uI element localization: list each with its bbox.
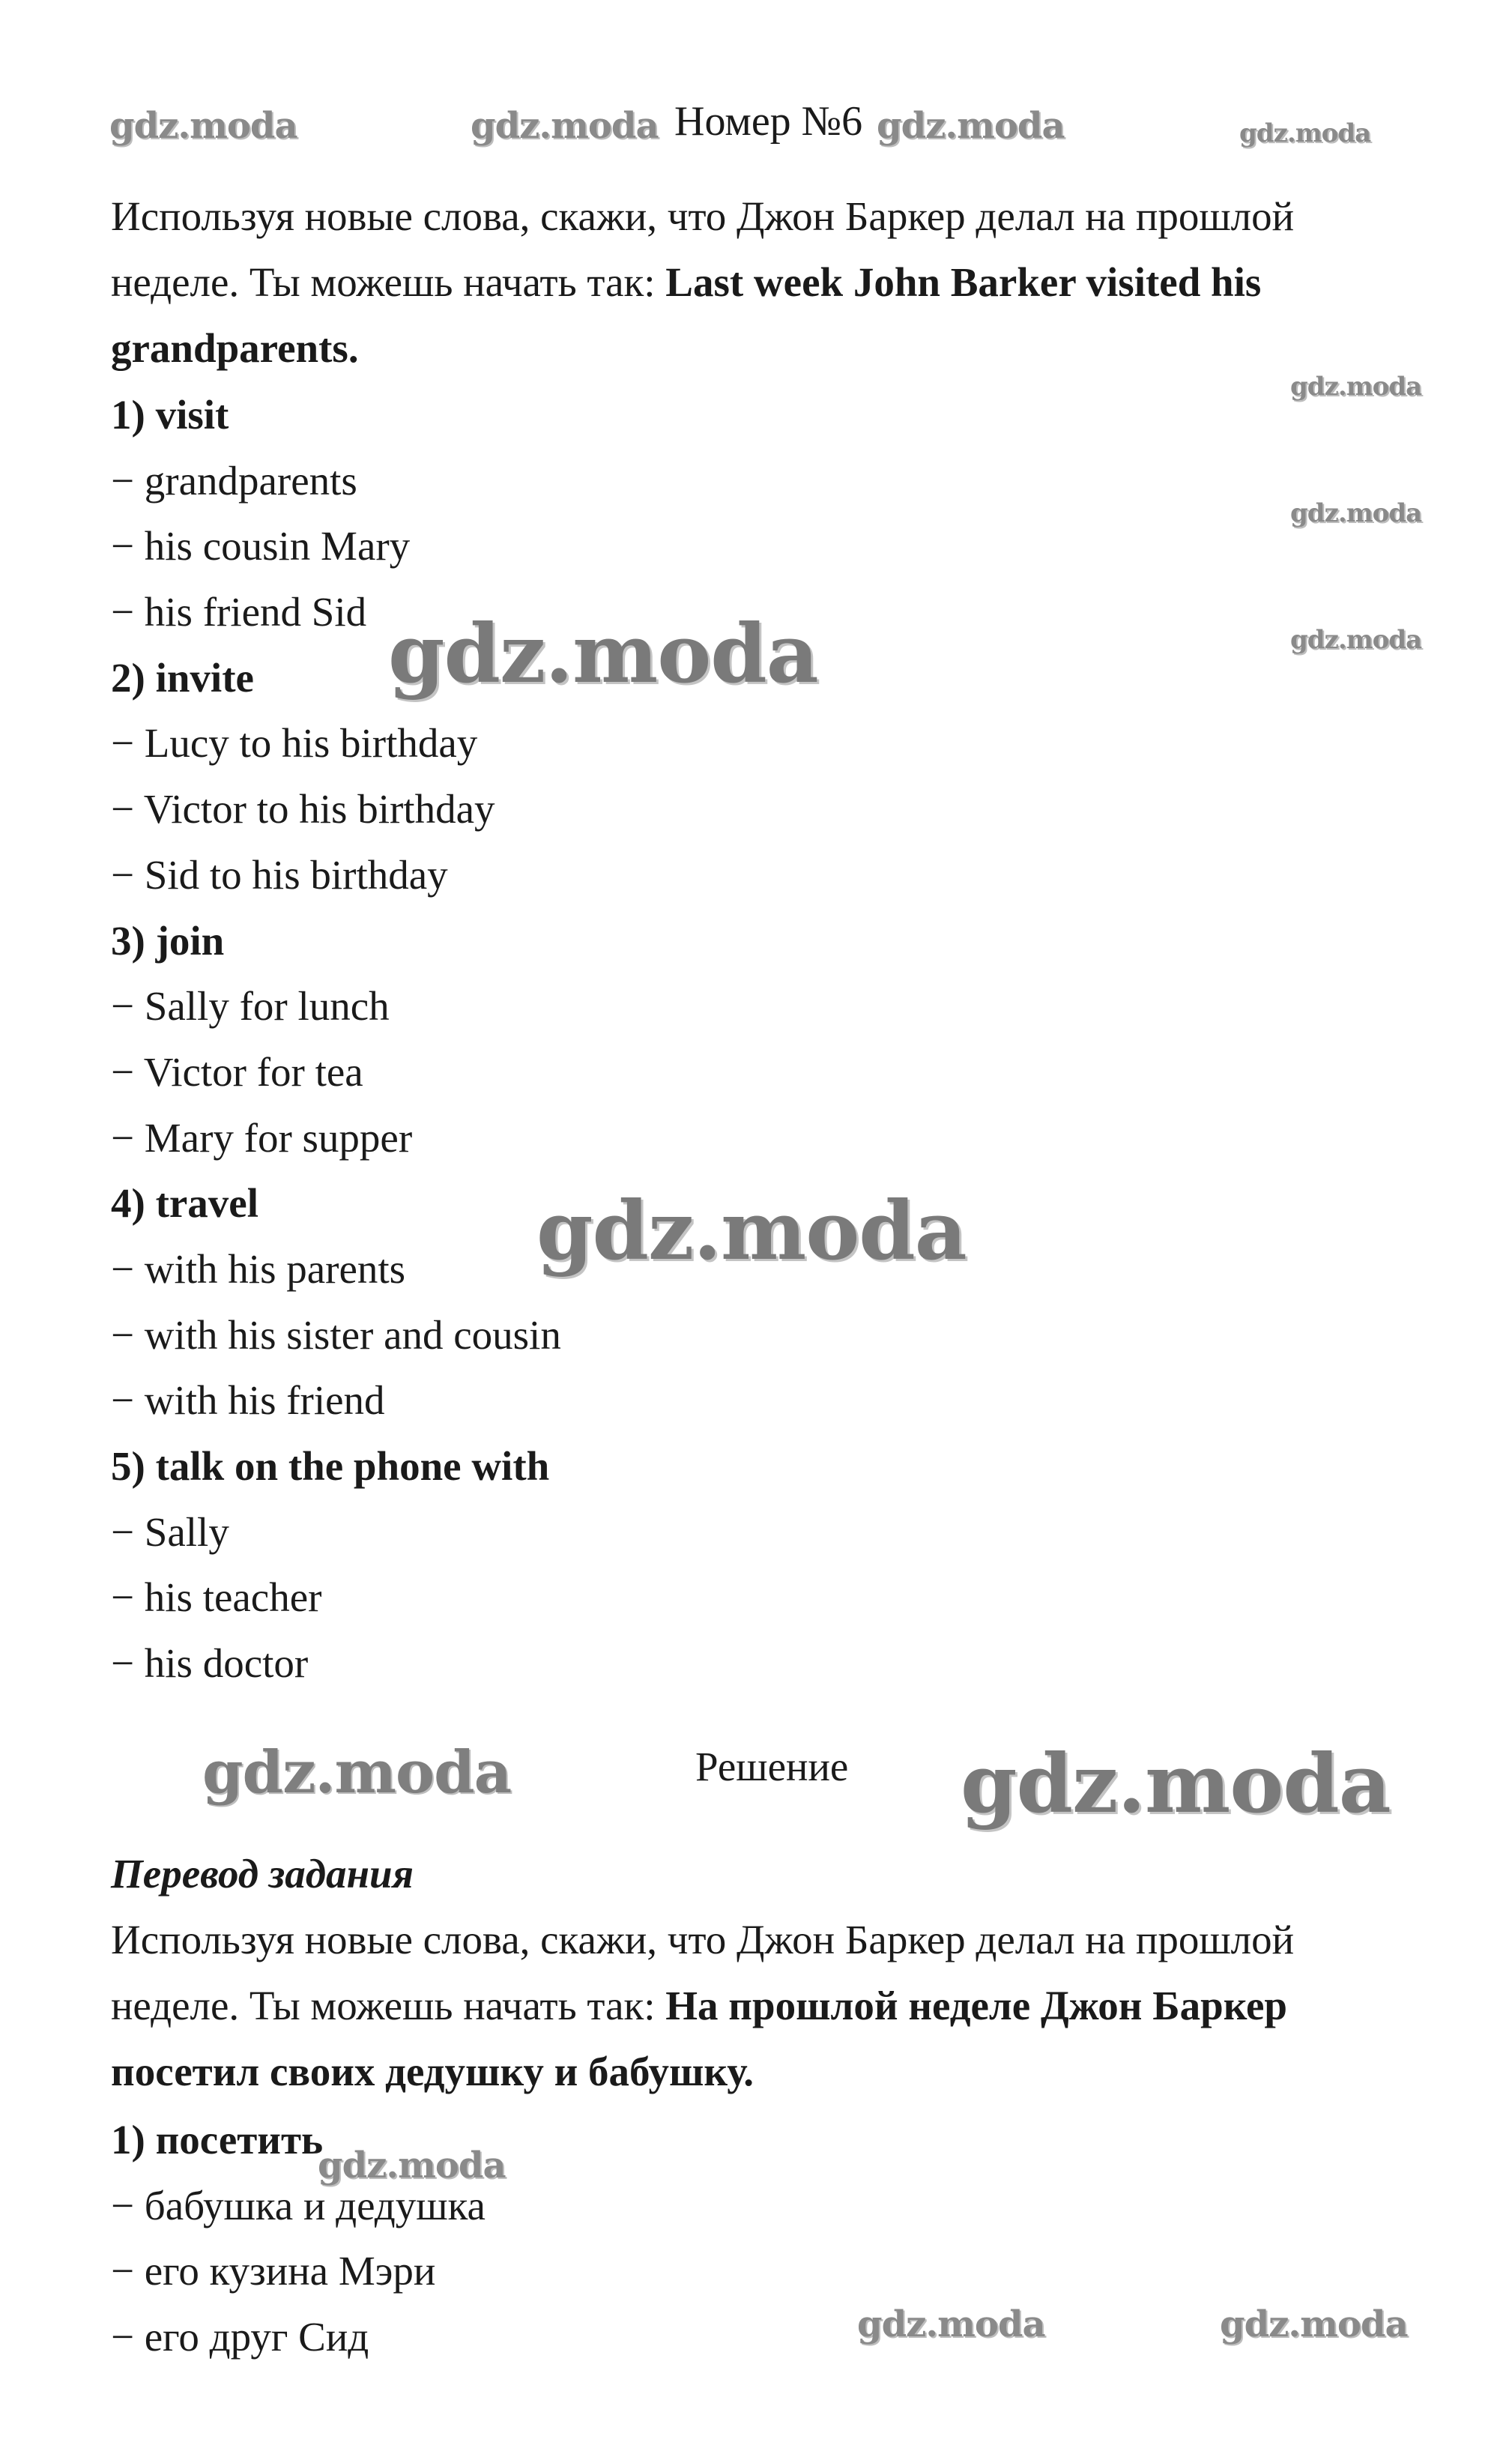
list-item: − Sally for lunch [111, 983, 390, 1030]
list-item: − his friend Sid [111, 589, 367, 635]
translation-intro [111, 1907, 1422, 2105]
watermark: gdz.moda [202, 1738, 512, 1807]
watermark: gdz.moda [388, 607, 818, 701]
list-item: − grandparents [111, 457, 357, 504]
translation-title: Перевод задания [111, 1851, 414, 1897]
group-heading: 1) посетить [111, 2117, 324, 2163]
watermark: gdz.moda [1239, 118, 1371, 148]
list-item: − Sally [111, 1508, 229, 1555]
watermark: gdz.moda [877, 105, 1065, 147]
list-item: − his cousin Mary [111, 523, 411, 569]
list-item: − Sid to his birthday [111, 851, 448, 898]
watermark: gdz.moda [1290, 625, 1422, 655]
watermark: gdz.moda [536, 1184, 967, 1278]
list-item: − his doctor [111, 1640, 309, 1687]
list-item: − his teacher [111, 1574, 322, 1621]
list-item: − with his sister and cousin [111, 1311, 561, 1358]
group-heading: 2) invite [111, 654, 254, 701]
translation-intro-example: На прошлой неделе Джон Баркер посетил своих дедушку и бабушку. [111, 1983, 1288, 2094]
list-item: − его друг Сид [111, 2314, 369, 2360]
task-intro-text: Используя новые слова, скажи, что Джон Баркер делал на прошлой неделе. Ты можешь начать так: [111, 193, 1295, 305]
watermark: gdz.moda [961, 1737, 1391, 1831]
solution-label: Решение [695, 1744, 849, 1789]
watermark: gdz.moda [318, 2145, 506, 2187]
task-intro [111, 184, 1422, 381]
task-list [111, 382, 1422, 1696]
watermark: gdz.moda [1290, 372, 1422, 402]
watermark: gdz.moda [109, 105, 297, 147]
list-item: − Victor for tea [111, 1048, 363, 1095]
watermark: gdz.moda [471, 105, 659, 147]
watermark: gdz.moda [1220, 2303, 1408, 2345]
page-title: Номер №6 [674, 98, 863, 145]
list-item: − with his parents [111, 1245, 406, 1292]
list-item: − его кузина Мэри [111, 2248, 436, 2294]
group-heading: 1) visit [111, 392, 229, 438]
group-heading: 5) talk on the phone with [111, 1443, 550, 1489]
translation-intro-text: Используя новые слова, скажи, что Джон Баркер делал на прошлой неделе. Ты можешь начать так: [111, 1917, 1295, 2028]
watermark: gdz.moda [857, 2303, 1045, 2345]
list-item: − with his friend [111, 1377, 385, 1424]
task-intro-example: Last week John Barker visited his grandparents. [111, 259, 1262, 371]
group-heading: 3) join [111, 917, 225, 964]
list-item: − Victor to his birthday [111, 786, 495, 832]
list-item: − Lucy to his birthday [111, 720, 478, 767]
list-item: − бабушка и дедушка [111, 2182, 486, 2228]
list-item: − Mary for supper [111, 1114, 413, 1161]
group-heading: 4) travel [111, 1180, 258, 1227]
watermark: gdz.moda [1290, 498, 1422, 528]
